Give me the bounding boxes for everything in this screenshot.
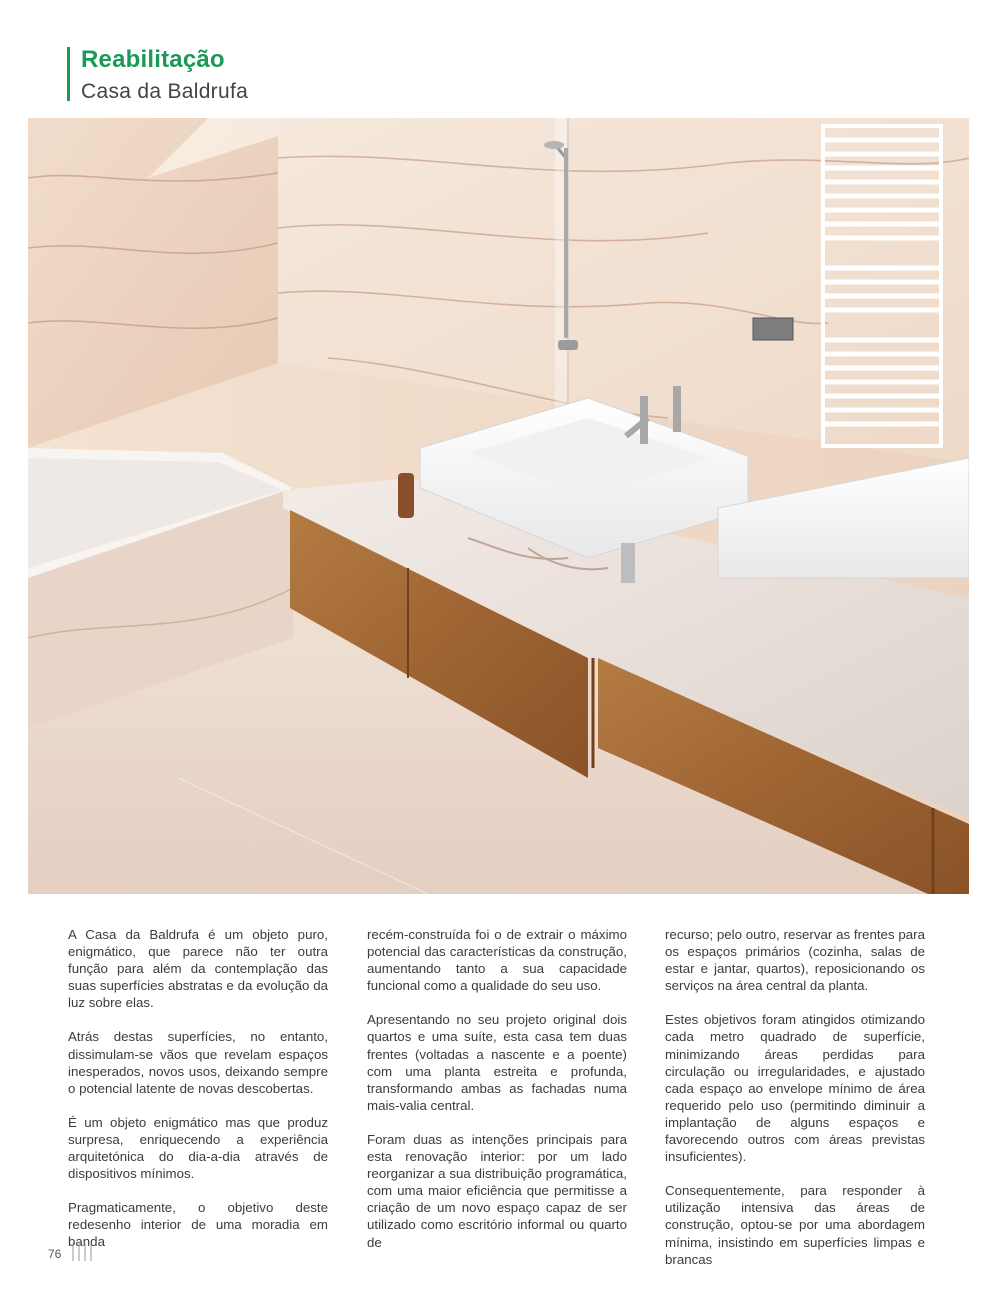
bathroom-photo [28,118,969,894]
header-accent-bar [67,47,70,101]
paragraph: Consequentemente, para responder à utilização intensiva das áreas de construção, optou-se por uma abordagem mínima, insistindo em superfícies limpas e brancas [665,1183,925,1267]
text-column-2 [367,926,627,1251]
paragraph: A Casa da Baldrufa é um objeto puro, enigmático, que parece não ter outra função para além da contemplação das suas superfícies abstratas e da evolução da luz sobre elas. [68,927,328,1011]
paragraph: recurso; pelo outro, reservar as frentes para os espaços primários (cozinha, salas de estar e jantar, quartos), reposicionando os serviços na área central da planta. [665,927,925,994]
paragraph: Apresentando no seu projeto original dois quartos e uma suíte, esta casa tem duas frentes (voltadas a nascente e a poente) com uma planta estreita e profunda, transformando ambas as fachadas numa mais-valia central. [367,1012,627,1113]
paragraph: Pragmaticamente, o objetivo deste redesenho interior de uma moradia em banda [68,1200,328,1250]
text-column-3 [665,926,925,1268]
paragraph: recém-construída foi o de extrair o máximo potencial das características da construção, aumentando tanto a sua capacidade funcional como a qualidade do seu uso. [367,927,627,994]
section-title: Reabilitação [81,46,225,73]
page-number-ornament [71,1243,95,1261]
page-number: 76 [48,1247,62,1261]
paragraph: Estes objetivos foram atingidos otimizando cada metro quadrado de superfície, minimizando áreas perdidas para circulação ou irregularidades, e ajustado cada espaço ao envelope mínimo de área requerido pelo uso (permitindo diminuir a implantação de alguns espaços e favorecendo outros com áreas previstas insuficientes). [665,1012,925,1165]
page-title: Casa da Baldrufa [81,80,249,103]
paragraph: É um objeto enigmático mas que produz surpresa, enriquecendo a experiência arquitetónica do dia-a-dia através de dispositivos mínimos. [68,1114,328,1182]
paragraph: Atrás destas superfícies, no entanto, dissimulam-se vãos que revelam espaços inesperados, novos usos, deixando sempre o potencial latente de novas descobertas. [68,1029,328,1096]
paragraph: Foram duas as intenções principais para esta renovação interior: por um lado reorganizar a sua distribuição programática, com uma maior eficiência que permitisse a criação de um novo espaço capaz de ser utilizado como escritório informal ou quarto de [367,1131,627,1250]
text-column-1 [68,926,328,1251]
